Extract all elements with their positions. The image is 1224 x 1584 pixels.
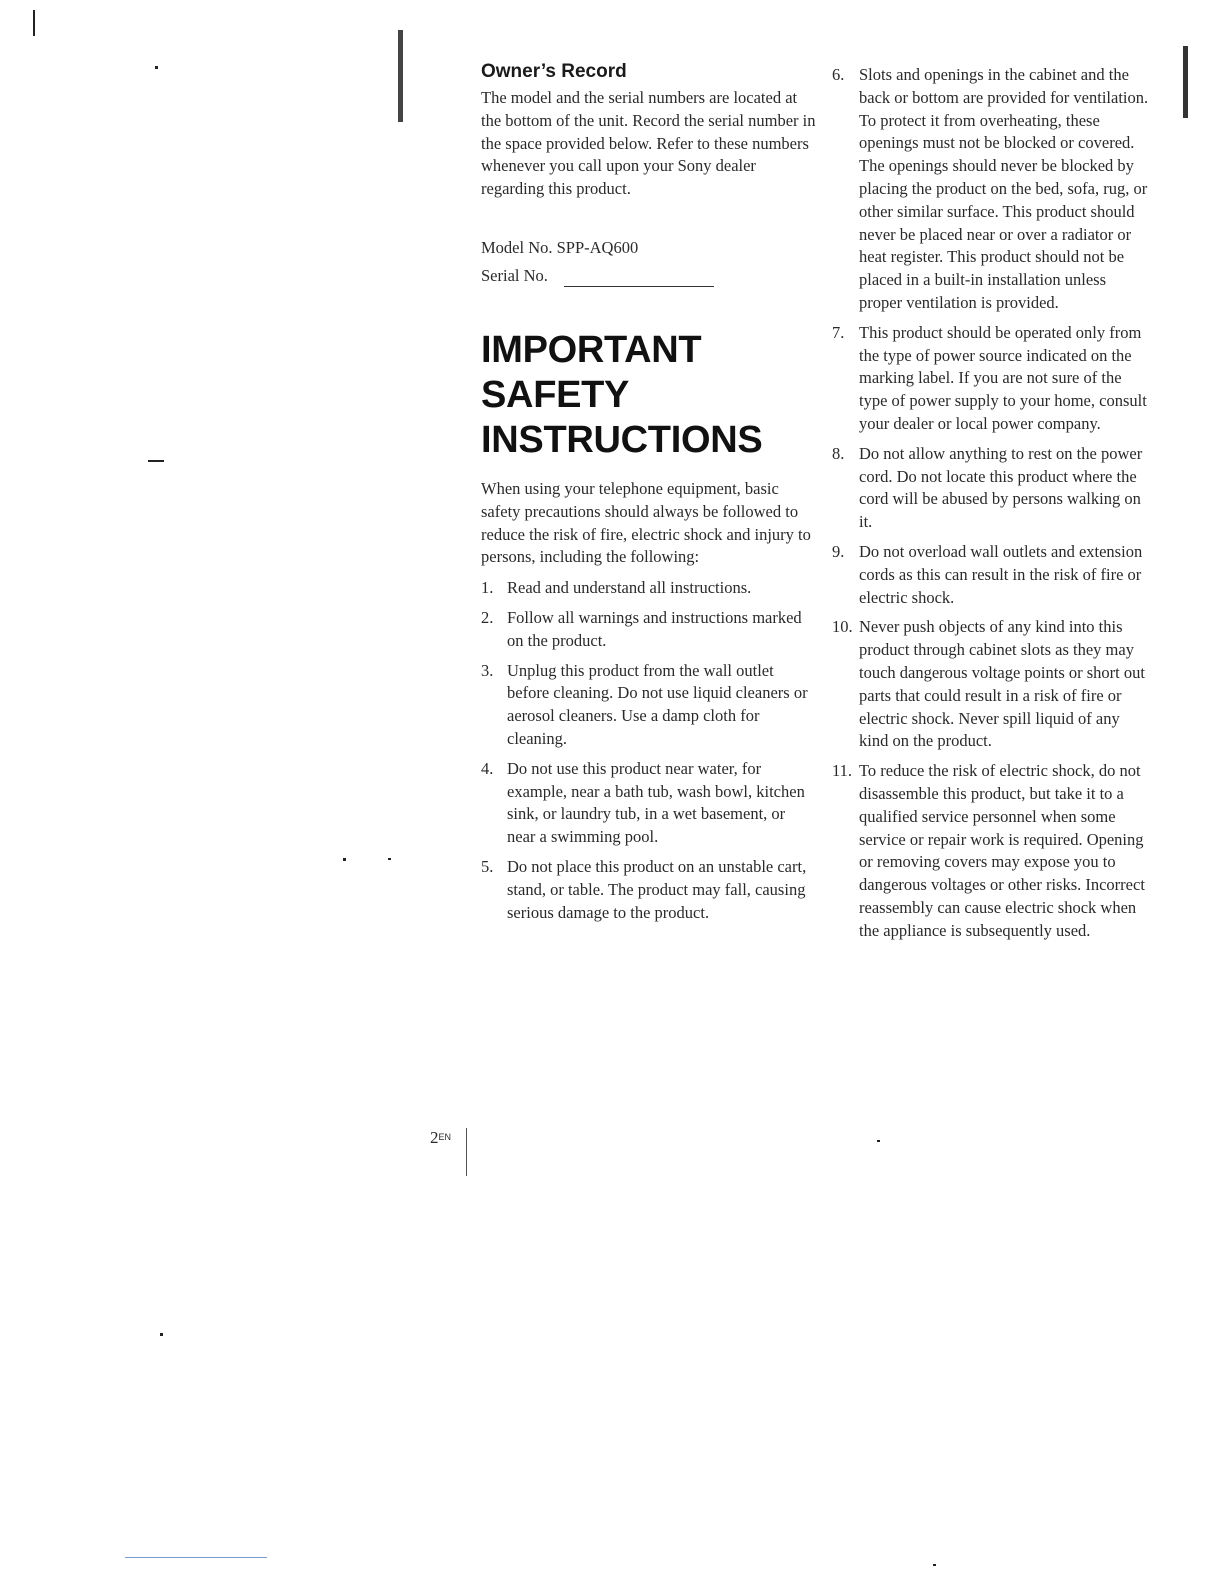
item-text: Follow all warnings and instructions marked on the product. bbox=[507, 607, 802, 650]
scan-line-bottom bbox=[125, 1557, 267, 1558]
item-text: Do not use this product near water, for example, near a bath tub, wash bowl, kitchen sink, or laundry tub, in a wet basement, or near a swimming pool. bbox=[507, 758, 805, 847]
item-number: 2. bbox=[481, 607, 494, 627]
item-number: 11. bbox=[832, 761, 853, 781]
page-number-value: 2 bbox=[430, 1128, 439, 1147]
list-item bbox=[832, 322, 1152, 436]
list-item bbox=[481, 758, 816, 849]
item-number: 1. bbox=[481, 578, 494, 598]
page-title bbox=[481, 328, 816, 463]
page-number bbox=[430, 1128, 451, 1148]
list-item bbox=[832, 443, 1152, 534]
scan-mark-binding-left bbox=[398, 30, 403, 122]
owners-record-body: The model and the serial numbers are located at the bottom of the unit. Record the serial number in the space provided below. Refer to these numbers whenever you call upon your Sony dealer regarding this product. bbox=[481, 88, 816, 199]
right-column bbox=[832, 64, 1152, 949]
list-item bbox=[481, 660, 816, 751]
page-number-rule bbox=[466, 1128, 467, 1176]
scan-dot bbox=[933, 1564, 936, 1566]
item-number: 4. bbox=[481, 758, 494, 778]
list-item bbox=[481, 607, 816, 653]
item-number: 7. bbox=[832, 322, 845, 342]
model-serial-block bbox=[481, 237, 816, 287]
item-text: Unplug this product from the wall outlet before cleaning. Do not use liquid cleaners or aerosol cleaners. Use a damp cloth for cleaning. bbox=[507, 660, 808, 748]
list-item bbox=[481, 577, 816, 600]
serial-number-label: Serial No. bbox=[481, 265, 548, 285]
left-column bbox=[481, 60, 816, 931]
page-number-suffix: EN bbox=[438, 1132, 452, 1142]
item-text: To reduce the risk of electric shock, do not disassemble this product, but take it to a qualified service personnel when some service or repair work is required. Opening or removing covers may expose you to dangerous voltages or other risks. Incorrect reassembly can cause electric shock when the appliance is subsequently used. bbox=[859, 761, 1145, 940]
item-text: Slots and openings in the cabinet and the back or bottom are provided for ventilation. To protect it from overheating, these openings must not be blocked or covered. The openings should never be blocked by placing the product on the bed, sofa, rug, or other similar surface. This product should never be placed near or over a radiator or heat register. This product should not be placed in a built-in installation unless proper ventilation is provided. bbox=[859, 65, 1149, 312]
instruction-list-right bbox=[832, 64, 1152, 942]
title-line-1: IMPORTANT bbox=[481, 328, 702, 371]
scan-dot bbox=[155, 66, 158, 69]
item-number: 9. bbox=[832, 541, 845, 561]
intro-paragraph: When using your telephone equipment, basic safety precautions should always be followed to reduce the risk of fire, electric shock and injury to persons, including the following: bbox=[481, 478, 811, 567]
serial-number-blank bbox=[564, 272, 714, 287]
model-number: Model No. SPP-AQ600 bbox=[481, 237, 639, 257]
serial-number-row bbox=[481, 265, 816, 287]
scan-dot bbox=[160, 1333, 163, 1336]
list-item bbox=[832, 64, 1152, 315]
item-text: Do not overload wall outlets and extension cords as this can result in the risk of fire or electric shock. bbox=[859, 541, 1143, 607]
item-text: Do not allow anything to rest on the power cord. Do not locate this product where the cord will be abused by persons walking on it. bbox=[859, 443, 1143, 532]
scan-mark-dash bbox=[148, 460, 164, 462]
title-line-3: INSTRUCTIONS bbox=[481, 418, 763, 461]
item-number: 10. bbox=[832, 617, 853, 637]
title-line-2: SAFETY bbox=[481, 373, 630, 416]
item-number: 8. bbox=[832, 443, 845, 463]
list-item bbox=[832, 760, 1152, 942]
scan-mark-binding-right bbox=[1183, 46, 1188, 118]
item-text: Do not place this product on an unstable cart, stand, or table. The product may fall, causing serious damage to the product. bbox=[507, 856, 807, 922]
scan-dot bbox=[388, 858, 391, 860]
list-item bbox=[832, 541, 1152, 609]
item-text: Read and understand all instructions. bbox=[507, 578, 752, 598]
scan-dot bbox=[343, 858, 346, 861]
list-item bbox=[832, 616, 1152, 753]
list-item bbox=[481, 856, 816, 924]
scan-mark-top-left bbox=[33, 10, 35, 36]
instruction-list-left bbox=[481, 577, 816, 924]
item-text: Never push objects of any kind into this product through cabinet slots as they may touch dangerous voltage points or short out parts that could result in a risk of fire or electric shock. Never spill liquid of any kind on the product. bbox=[859, 617, 1145, 751]
item-number: 5. bbox=[481, 856, 494, 876]
item-number: 6. bbox=[832, 65, 845, 84]
scan-dot bbox=[877, 1140, 880, 1142]
item-number: 3. bbox=[481, 660, 494, 680]
owners-record-heading: Owner’s Record bbox=[481, 61, 627, 82]
item-text: This product should be operated only from the type of power source indicated on the marking label. If you are not sure of the type of power supply to your home, consult your dealer or local power company. bbox=[859, 322, 1147, 433]
